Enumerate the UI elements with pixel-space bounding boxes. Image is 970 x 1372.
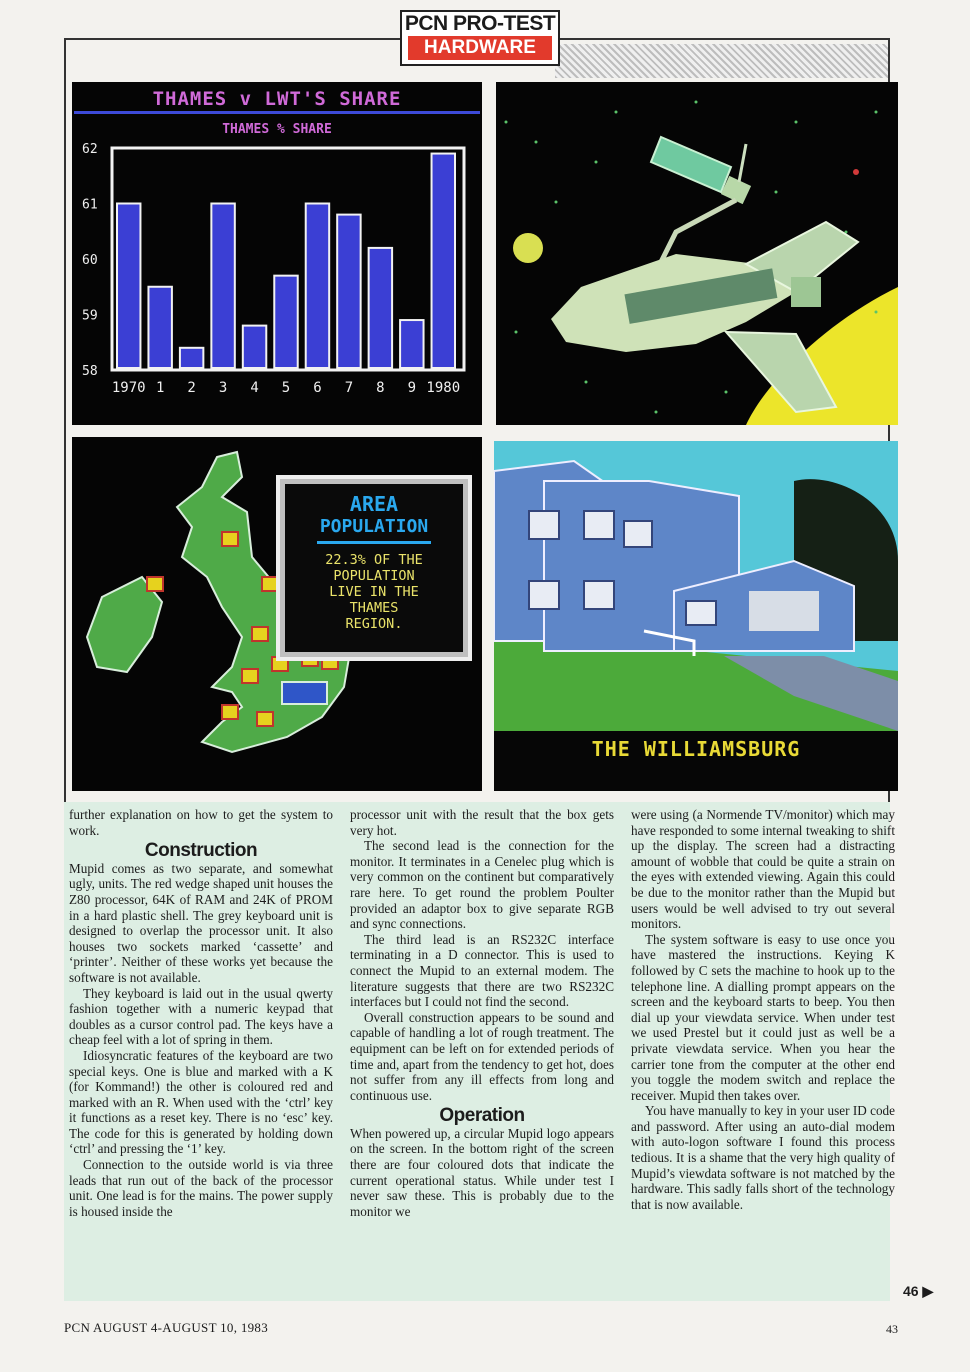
article-column-1 [69,807,333,1219]
population-box [280,479,468,657]
x-tick-label: 3 [218,380,228,396]
map-panel [72,437,482,791]
section-heading: Operation [439,1105,525,1127]
chart-panel [72,82,482,425]
x-tick-label: 1970 [111,380,146,396]
paragraph: The system software is easy to use once you have mastered the instructions. Keying K followed by C sets the machine to hook up to the telephone line. A dialling prompt appears on the screen and the keyboard starts to beep. You then dial up your viewdata service. When under test we used Prestel but it could just as well be a private viewdata service. When you hear the carrier tone from the computer at the other end you toggle the modem switch and replace the receiver. Mupid then takes over. [631,931,895,1103]
paragraph: The second lead is the connection for the monitor. It terminates in a Cenelec plug which is very common on the continent but comparatively rare here. To get round the problem Poulter provided an adaptor box to give separate RGB and sync connections. [350,838,614,932]
chart-bar [337,215,360,368]
footer-dateline: PCN AUGUST 4-AUGUST 10, 1983 [64,1320,269,1335]
chart-bar [400,320,423,368]
chart-bar [274,276,297,368]
chart-bar [243,326,266,368]
x-tick-label: 4 [250,380,259,396]
chart-subtitle: THAMES % SHARE [222,122,332,137]
paragraph: were using (a Normende TV/monitor) which may have responded to some internal tweaking to shift up the display. The screen had a distracting amount of wobble that could be quite a strain on the eyes with extended viewing. Again this could be due to the monitor rather than the Mupid but users would be well advised to try out several monitors. [631,807,895,932]
x-tick-label: 6 [313,380,322,396]
box-body-line: THAMES [349,600,399,616]
article-column-2 [350,807,614,1219]
house-caption: THE WILLIAMSBURG [591,737,801,761]
hatched-band [555,44,888,78]
paragraph: Mupid comes as two separate, and somewhat ugly, units. The red wedge shaped unit houses the Z80 processor, 64K of RAM and 24K of PROM in a hard plastic shell. The grey keyboard unit is designed to overlap the processor unit. It also houses two sockets marked ‘cassette’ and ‘printer’. Neither of these works yet because the software is not available. [69,860,333,985]
continued-marker: 46 ▶ [903,1283,934,1299]
moon [513,233,543,263]
bar-chart [72,82,482,425]
x-tick-label: 2 [187,380,196,396]
box-body-line: LIVE IN THE [329,584,419,600]
paragraph: When powered up, a circular Mupid logo appears on the screen. In the bottom right of the screen there are four coloured dots that indicate the current operational status. While under test I never saw these. This is probably due to the monitor we [350,1125,614,1219]
page-number: 43 [886,1322,898,1336]
chart-bar [211,204,234,369]
box-body-line: REGION. [345,616,403,632]
y-tick-label: 62 [82,142,98,157]
box-subheading: POPULATION [319,516,429,537]
paragraph: Overall construction appears to be sound and capable of handling a lot of rough treatment. The equipment can be left on for extended periods of time and, apart from the tendency to get hot, does not suffer from any ill effects from long and continuous use. [350,1009,614,1103]
section-subtitle: HARDWARE [408,36,552,60]
space-shuttle [551,222,858,412]
paragraph: You have manually to key in your user ID code and password. After using an auto-dial modem with auto-logon software I found this process tedious. It is a shame that the very high quality of Mupid’s viewdata software is not matched by the hardware. This sadly falls short of the technology that is now available. [631,1103,895,1212]
shuttle-illustration [496,82,898,425]
paragraph: They keyboard is laid out in the usual qwerty fashion together with a numeric keypad that doubles as a cursor control pad. The keys have a cheap feel with a lot of spring in them. [69,985,333,1048]
section-badge [400,10,560,66]
y-tick-label: 59 [82,308,98,324]
shuttle-panel [496,82,898,425]
box-body-line: 22.3% OF THE [325,552,423,568]
x-tick-label: 1980 [426,380,461,396]
chart-bar [306,204,329,369]
satellite [651,137,751,204]
y-tick-label: 60 [82,253,98,268]
paragraph: Connection to the outside world is via three leads that run out of the back of the processor unit. One lead is for the mains. The power supply is housed inside the [69,1157,333,1219]
box-body-line: POPULATION [333,568,415,584]
house-panel [494,441,898,791]
paragraph: further explanation on how to get the system to work. [69,807,333,838]
chart-bar [369,248,392,368]
section-title: PCN PRO-TEST [404,12,556,35]
paragraph: processor unit with the result that the box gets very hot. [350,807,614,838]
y-tick-label: 61 [82,197,98,213]
x-tick-label: 5 [281,380,291,396]
paragraph: The third lead is an RS232C interface terminating in a D connector. This is used to connect the Mupid to an external modem. The literature suggests that there are two RS232C interfaces but I could not find the second. [350,931,614,1010]
paragraph: Idiosyncratic features of the keyboard are two special keys. One is blue and marked with a K (for Kommand!) the other is coloured red and marked with an R. When used with the ‘ctrl’ key it functions as a reset key. There is no ‘esc’ key. The code for this is generated by holding down ‘ctrl’ and pressing the ‘1’ key. [69,1047,333,1157]
chart-bar [432,154,455,368]
thames-region [282,682,327,704]
x-tick-label: 8 [376,380,385,396]
chart-bar [117,204,140,369]
chart-bar [180,348,203,368]
box-heading: AREA [349,492,399,516]
box-body [285,552,463,632]
section-heading: Construction [144,840,258,862]
x-tick-label: 7 [344,380,354,396]
chart-title: THAMES v LWT'S SHARE [152,88,402,110]
article-column-3 [631,807,895,1212]
x-tick-label: 9 [407,380,417,396]
y-tick-label: 58 [82,364,98,379]
chart-bar [148,287,171,368]
x-tick-label: 1 [155,380,165,396]
